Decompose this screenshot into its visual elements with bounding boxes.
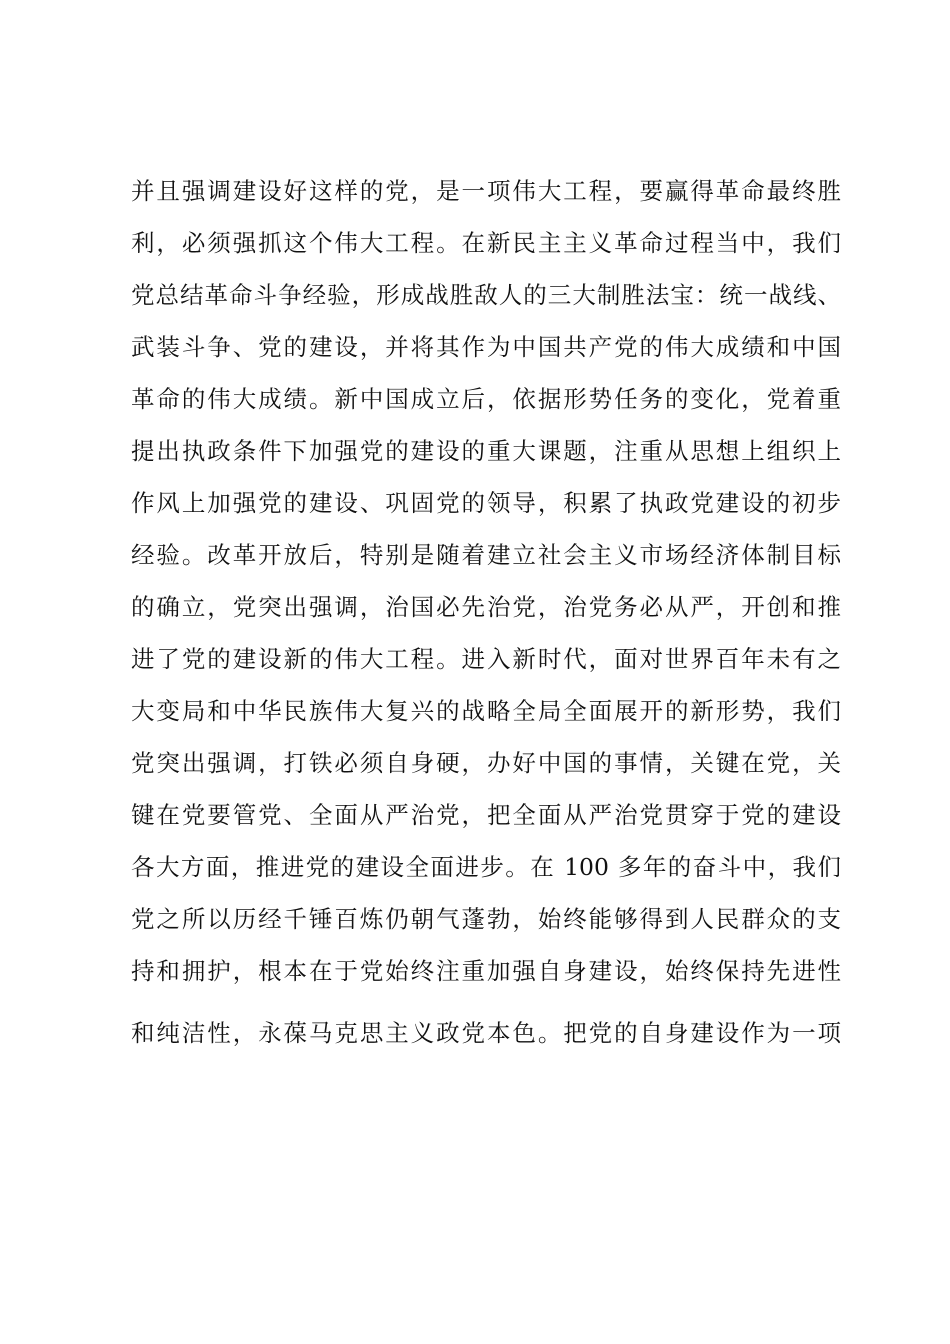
text-line: 各大方面，推进党的建设全面进步。在 100 多年的奋斗中，我们 [131, 853, 841, 881]
text-line: 进了党的建设新的伟大工程。进入新时代，面对世界百年未有之 [131, 645, 841, 673]
text-line: 大变局和中华民族伟大复兴的战略全局全面展开的新形势，我们 [131, 697, 841, 725]
text-line: 持和拥护，根本在于党始终注重加强自身建设，始终保持先进性 [131, 957, 841, 985]
text-line: 的确立，党突出强调，治国必先治党，治党务必从严，开创和推 [131, 593, 841, 621]
text-line: 党突出强调，打铁必须自身硬，办好中国的事情，关键在党，关 [131, 749, 841, 777]
text-line: 利，必须强抓这个伟大工程。在新民主主义革命过程当中，我们 [131, 229, 841, 257]
text-line: 作风上加强党的建设、巩固党的领导，积累了执政党建设的初步 [131, 489, 841, 517]
text-line: 革命的伟大成绩。新中国成立后，依据形势任务的变化，党着重 [131, 385, 841, 413]
text-line: 党之所以历经千锤百炼仍朝气蓬勃，始终能够得到人民群众的支 [131, 905, 841, 933]
text-line: 和纯洁性，永葆马克思主义政党本色。把党的自身建设作为一项 [131, 1019, 841, 1047]
body-paragraph [131, 165, 841, 1059]
text-line: 键在党要管党、全面从严治党，把全面从严治党贯穿于党的建设 [131, 801, 841, 829]
text-line: 并且强调建设好这样的党，是一项伟大工程，要赢得革命最终胜 [131, 177, 841, 205]
text-line: 经验。改革开放后，特别是随着建立社会主义市场经济体制目标 [131, 541, 841, 569]
text-line: 党总结革命斗争经验，形成战胜敌人的三大制胜法宝：统一战线、 [131, 281, 841, 309]
text-line: 提出执政条件下加强党的建设的重大课题，注重从思想上组织上 [131, 437, 841, 465]
text-line: 武装斗争、党的建设，并将其作为中国共产党的伟大成绩和中国 [131, 333, 841, 361]
